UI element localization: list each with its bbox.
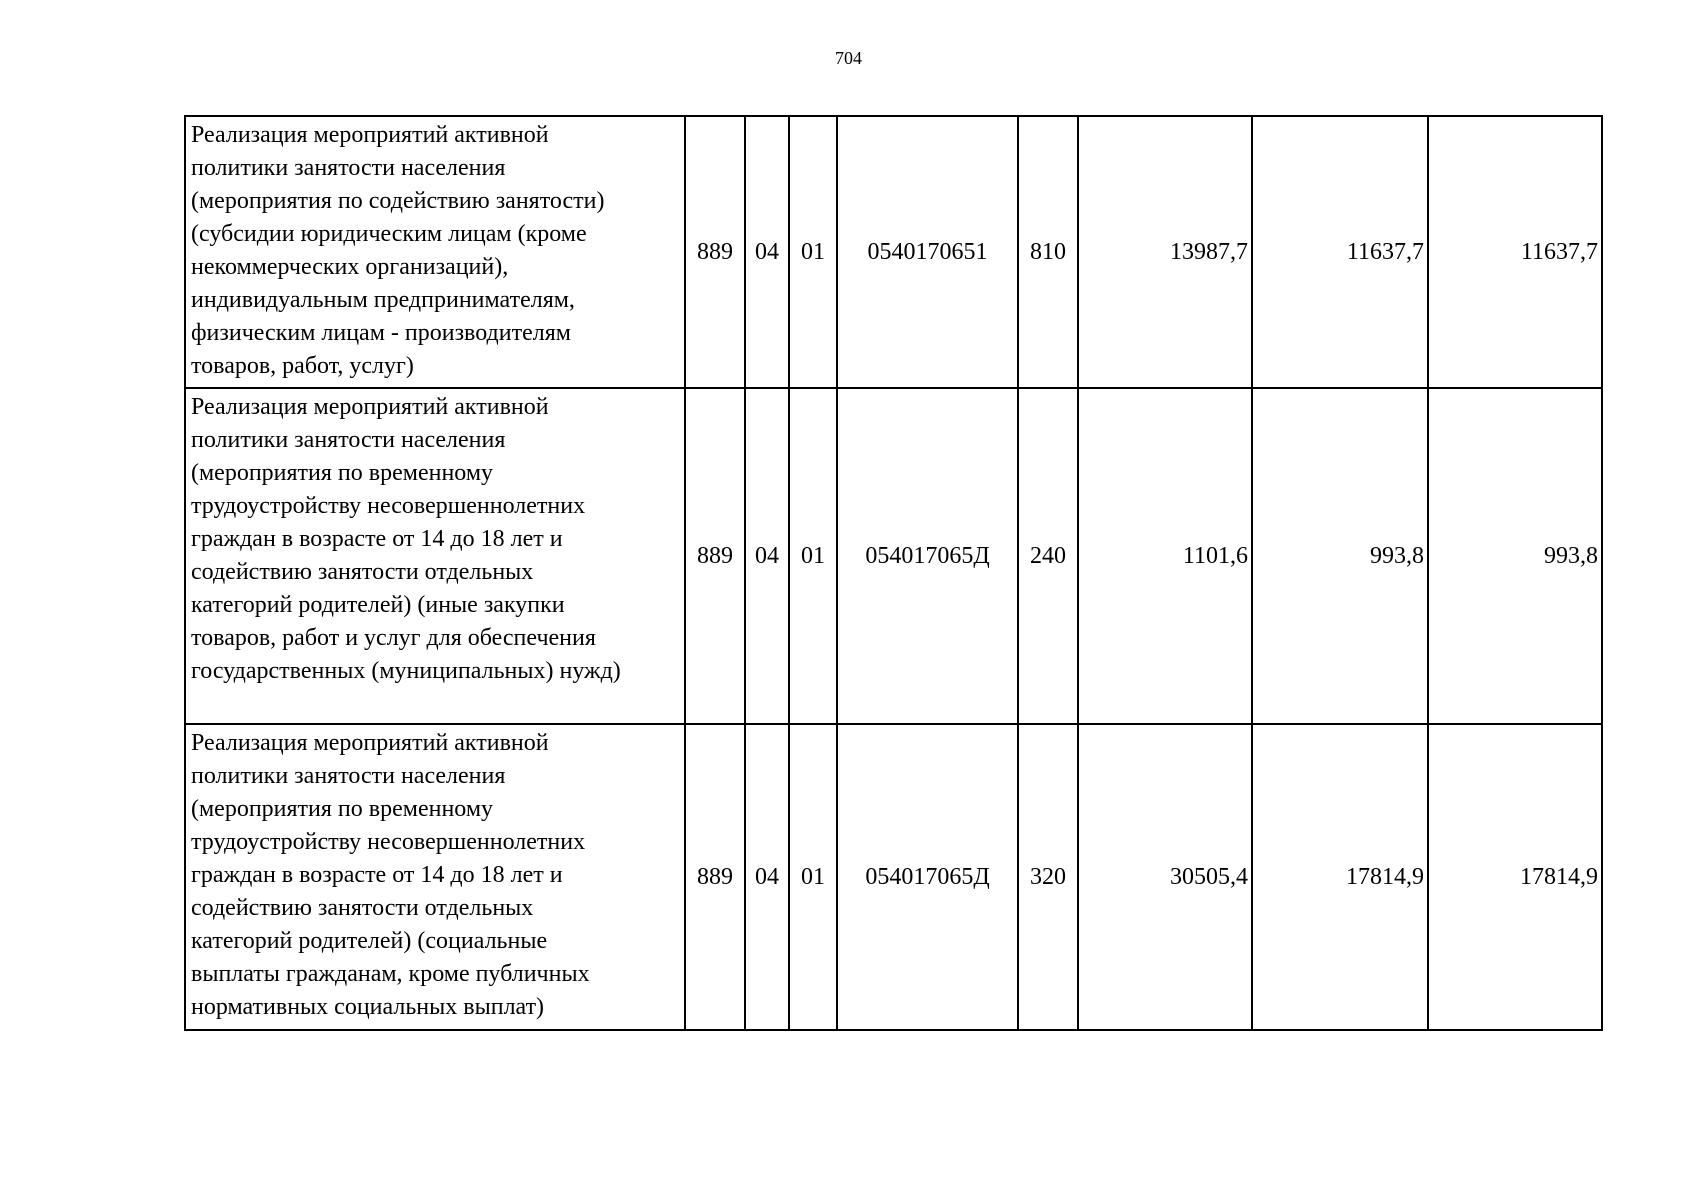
section-code: 04 xyxy=(745,724,789,1030)
amount-1: 1101,6 xyxy=(1078,388,1252,724)
ministry-code: 889 xyxy=(685,116,745,388)
amount-2: 11637,7 xyxy=(1252,116,1428,388)
amount-1: 13987,7 xyxy=(1078,116,1252,388)
expense-type-code: 810 xyxy=(1018,116,1078,388)
row-description: Реализация мероприятий активной политики занятости населения (мероприятия по содействию занятости) (субсидии юридическим лицам (кроме некоммерческих организаций), индивидуальным предпринимателям, физическим лицам - производителям товаров, работ, услуг) xyxy=(185,116,685,388)
subsection-code: 01 xyxy=(789,388,837,724)
amount-2: 993,8 xyxy=(1252,388,1428,724)
ministry-code: 889 xyxy=(685,388,745,724)
table-row xyxy=(185,116,1602,388)
row-description: Реализация мероприятий активной политики занятости населения (мероприятия по временному трудоустройству несовершеннолетних граждан в возрасте от 14 до 18 лет и содействию занятости отдельных категорий родителей) (иные закупки товаров, работ и услуг для обеспечения государственных (муниципальных) нужд) xyxy=(185,388,685,724)
page-number: 704 xyxy=(835,48,862,68)
row-description: Реализация мероприятий активной политики занятости населения (мероприятия по временному трудоустройству несовершеннолетних граждан в возрасте от 14 до 18 лет и содействию занятости отдельных категорий родителей) (социальные выплаты гражданам, кроме публичных нормативных социальных выплат) xyxy=(185,724,685,1030)
subsection-code: 01 xyxy=(789,724,837,1030)
amount-3: 17814,9 xyxy=(1428,724,1602,1030)
expense-type-code: 320 xyxy=(1018,724,1078,1030)
section-code: 04 xyxy=(745,116,789,388)
section-code: 04 xyxy=(745,388,789,724)
target-article-code: 054017065Д xyxy=(837,388,1018,724)
ministry-code: 889 xyxy=(685,724,745,1030)
budget-table xyxy=(184,115,1603,1031)
target-article-code: 0540170651 xyxy=(837,116,1018,388)
target-article-code: 054017065Д xyxy=(837,724,1018,1030)
table-row xyxy=(185,388,1602,724)
amount-1: 30505,4 xyxy=(1078,724,1252,1030)
subsection-code: 01 xyxy=(789,116,837,388)
amount-2: 17814,9 xyxy=(1252,724,1428,1030)
table-row xyxy=(185,724,1602,1030)
amount-3: 993,8 xyxy=(1428,388,1602,724)
amount-3: 11637,7 xyxy=(1428,116,1602,388)
expense-type-code: 240 xyxy=(1018,388,1078,724)
